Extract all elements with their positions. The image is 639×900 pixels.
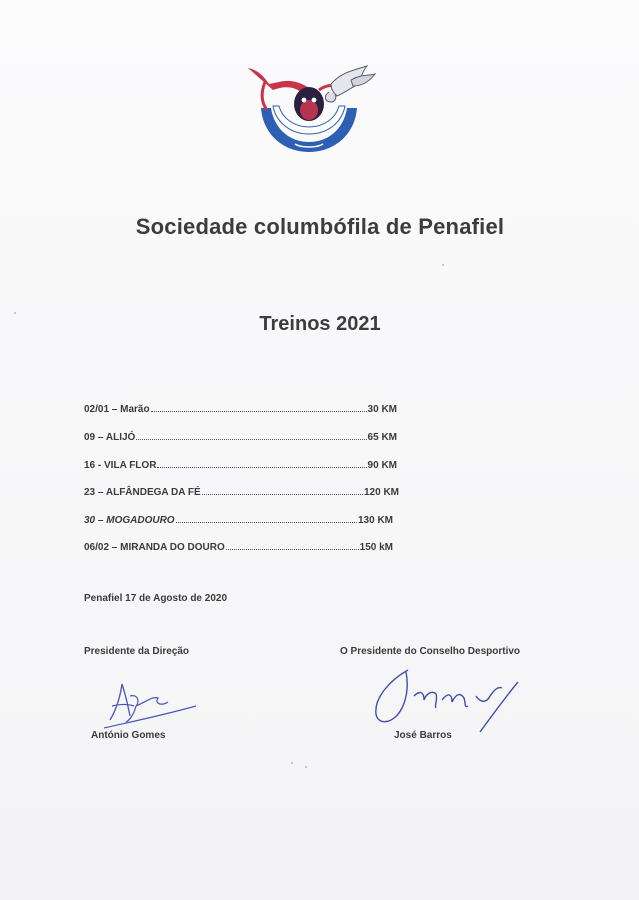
dot-leader (136, 439, 366, 440)
schedule-row (84, 482, 399, 498)
schedule-row-label: 23 – ALFÂNDEGA DA FÉ (84, 487, 201, 498)
signature-right (368, 660, 528, 738)
schedule-row (84, 399, 397, 415)
organization-title: Sociedade columbófila de Penafiel (135, 214, 505, 239)
signatory-name-right: José Barros (394, 730, 452, 741)
signature-left (100, 676, 200, 732)
dot-leader (226, 549, 359, 550)
schedule-row-distance: 120 KM (363, 487, 399, 498)
scan-speck (14, 312, 16, 314)
schedule-row-label: 02/01 – Marão (84, 404, 150, 415)
schedule-row-distance: 30 KM (367, 404, 397, 415)
schedule-row-label: 09 – ALIJÓ (84, 432, 136, 443)
signatory-role-right: O Presidente do Conselho Desportivo (340, 646, 521, 657)
schedule-row-distance: 65 KM (367, 432, 397, 443)
schedule-row-distance: 150 kM (359, 542, 393, 553)
schedule-row-label: 16 - VILA FLOR (84, 460, 157, 471)
schedule-row (84, 455, 397, 471)
document-title: Treinos 2021 (259, 313, 381, 335)
schedule-row-label: 06/02 – MIRANDA DO DOURO (84, 542, 225, 553)
dot-leader (151, 411, 367, 412)
signatory-name-left: António Gomes (91, 730, 166, 741)
scan-speck (442, 264, 444, 266)
place-and-date: Penafiel 17 de Agosto de 2020 (84, 593, 228, 604)
schedule-row-distance: 90 KM (367, 460, 397, 471)
scan-speck (291, 762, 293, 764)
scan-speck (305, 766, 307, 768)
dot-leader (176, 522, 357, 523)
club-emblem-icon (243, 62, 379, 157)
schedule-row-distance: 130 KM (357, 515, 393, 526)
schedule-row (84, 510, 393, 526)
signatory-role-left: Presidente da Direção (84, 646, 190, 657)
dot-leader (202, 494, 363, 495)
schedule-row-label: 30 – MOGADOURO (84, 515, 175, 526)
schedule-row (84, 427, 397, 443)
dot-leader (157, 467, 366, 468)
schedule-row (84, 537, 393, 553)
